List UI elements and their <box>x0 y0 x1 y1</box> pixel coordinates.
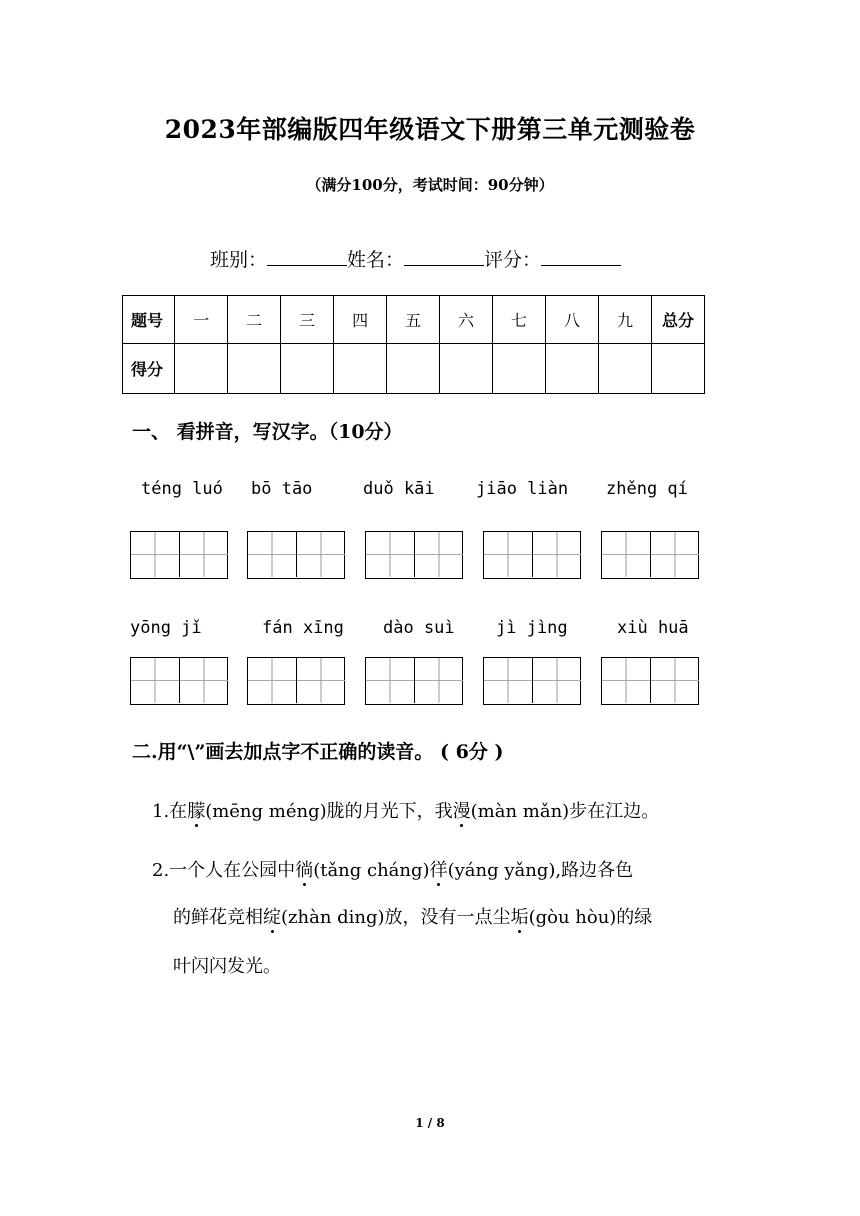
score-cell[interactable] <box>281 344 334 394</box>
question-text: 1.在 <box>152 801 188 822</box>
question-text: (gòu hòu)的绿 <box>528 907 653 928</box>
score-row-label: 得分 <box>123 344 175 394</box>
question-text: 2.一个人在公园中 <box>152 860 296 881</box>
writing-grid[interactable] <box>483 531 581 579</box>
score-table-header-row <box>123 296 705 344</box>
question-line <box>173 903 652 929</box>
writing-grid[interactable] <box>483 657 581 705</box>
dotted-char: 徉 <box>429 860 448 881</box>
question-text: 的鲜花竞相 <box>173 907 263 928</box>
page-title: 2023年部编版四年级语文下册第三单元测验卷 <box>164 115 696 144</box>
writing-grid[interactable] <box>130 657 228 705</box>
score-table-header-cell: 总分 <box>651 296 704 344</box>
score-table-header-cell: 二 <box>228 296 281 344</box>
score-cell[interactable] <box>228 344 281 394</box>
score-cell[interactable] <box>334 344 387 394</box>
question-text: (màn mǎn)步在江边。 <box>470 801 660 822</box>
section2-heading: 二.用“\”画去加点字不正确的读音。 ( 6分 ) <box>132 741 504 763</box>
score-cell[interactable] <box>651 344 704 394</box>
pinyin-label: bō tāo <box>251 479 313 499</box>
score-cell[interactable] <box>493 344 546 394</box>
score-table-score-row <box>123 344 705 394</box>
page-subtitle: （满分100分，考试时间：90分钟） <box>306 176 554 194</box>
writing-grid[interactable] <box>601 657 699 705</box>
score-table-header-cell: 九 <box>598 296 651 344</box>
score-table-header-cell: 五 <box>387 296 440 344</box>
pinyin-label: fán xīng <box>262 618 344 638</box>
score-table-header-cell: 一 <box>175 296 228 344</box>
score-cell[interactable] <box>440 344 493 394</box>
writing-grid[interactable] <box>601 531 699 579</box>
score-table-header-cell: 七 <box>493 296 546 344</box>
name-blank <box>404 247 484 266</box>
question-text: (yáng yǎng),路边各色 <box>447 860 634 881</box>
question-text: (mēng méng)胧的月光下，我 <box>205 801 453 822</box>
pinyin-label: yōng jǐ <box>130 618 202 638</box>
question-text: (zhàn ding)放，没有一点尘 <box>281 907 511 928</box>
dotted-char: 徜 <box>295 860 314 881</box>
writing-grid[interactable] <box>247 531 345 579</box>
pinyin-label: dào suì <box>383 618 455 638</box>
score-table <box>122 295 705 394</box>
class-label: 班别： <box>210 249 268 271</box>
pinyin-label: zhěng qí <box>606 479 688 499</box>
pinyin-label: téng luó <box>141 479 223 499</box>
score-blank <box>541 247 621 266</box>
pinyin-label: duǒ kāi <box>363 479 435 499</box>
name-label: 姓名： <box>347 249 405 271</box>
score-label: 评分： <box>484 249 542 271</box>
class-blank <box>267 247 347 266</box>
writing-grid[interactable] <box>365 531 463 579</box>
score-table-header-cell: 六 <box>440 296 493 344</box>
dotted-char: 绽 <box>263 907 281 928</box>
section1-heading: 一、 看拼音，写汉字。（10分） <box>132 421 403 443</box>
question-line <box>152 797 659 823</box>
pinyin-label: jì jìng <box>496 618 568 638</box>
score-table-header-cell: 题号 <box>123 296 175 344</box>
pinyin-label: xiù huā <box>617 618 689 638</box>
pinyin-label: jiāo liàn <box>476 479 569 499</box>
score-cell[interactable] <box>598 344 651 394</box>
score-table-header-cell: 四 <box>334 296 387 344</box>
question-line <box>152 856 633 882</box>
writing-grid[interactable] <box>130 531 228 579</box>
dotted-char: 垢 <box>510 907 529 928</box>
score-cell[interactable] <box>546 344 599 394</box>
score-table-header-cell: 八 <box>546 296 599 344</box>
question-line: 叶闪闪发光。 <box>173 956 281 977</box>
writing-grid[interactable] <box>247 657 345 705</box>
question-text: (tǎng cháng) <box>313 860 430 881</box>
dotted-char: 朦 <box>187 801 206 822</box>
page-number: 1 / 8 <box>415 1116 445 1130</box>
writing-grid[interactable] <box>365 657 463 705</box>
score-cell[interactable] <box>175 344 228 394</box>
dotted-char: 漫 <box>452 801 471 822</box>
score-table-header-cell: 三 <box>281 296 334 344</box>
score-cell[interactable] <box>387 344 440 394</box>
student-info-line <box>210 245 621 272</box>
